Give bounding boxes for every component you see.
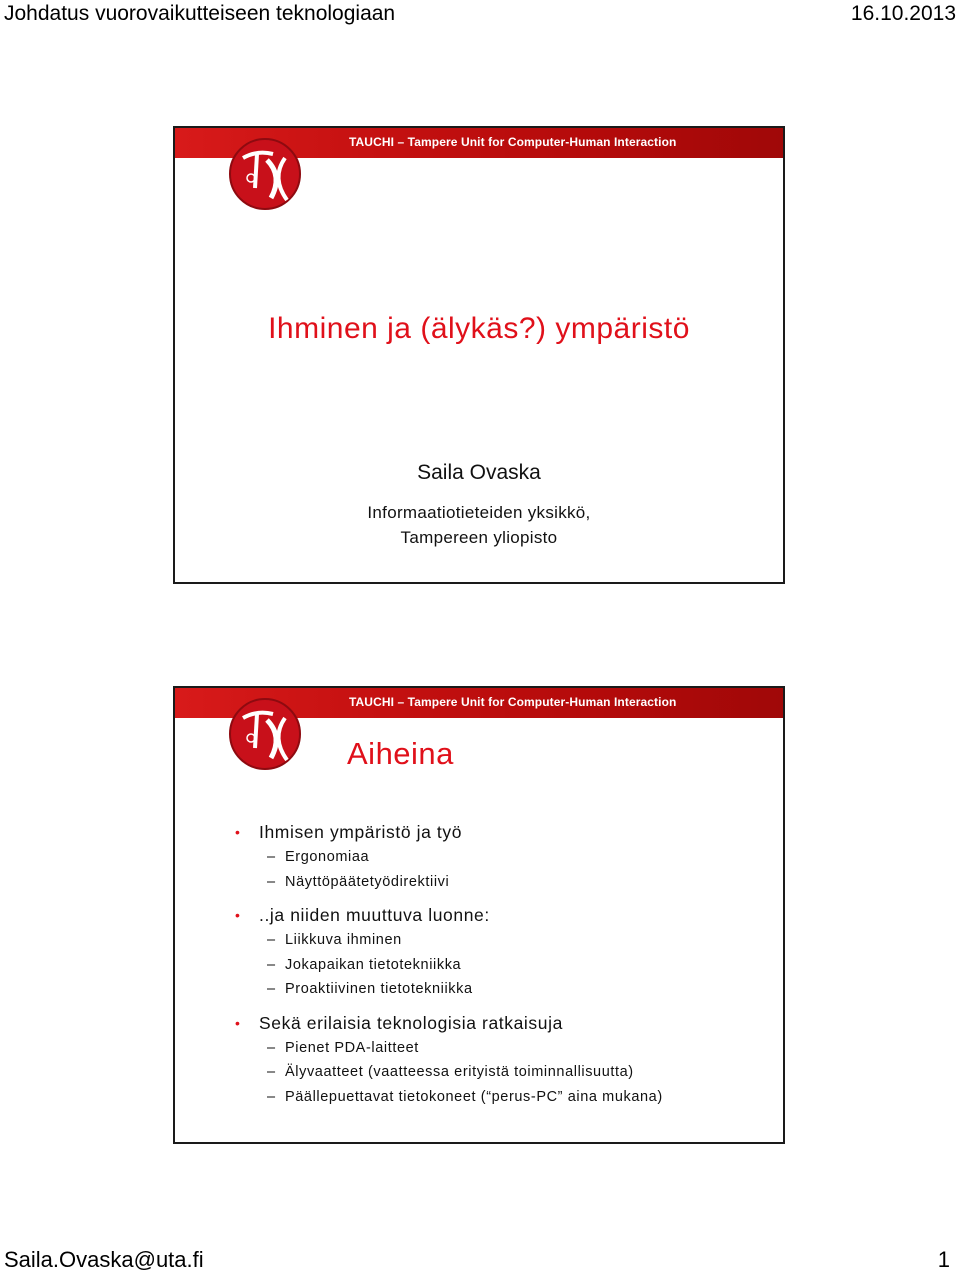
dash-icon: –: [267, 849, 276, 865]
dash-icon: –: [267, 1039, 276, 1056]
slide-title: Ihminen ja (älykäs?) ympäristö: [268, 312, 690, 345]
bullet-text: Sekä erilaisia teknologisia ratkaisuja: [259, 1012, 563, 1033]
page-number: 1: [937, 1247, 950, 1272]
bullet-text: Ihmisen ympäristö ja työ: [259, 822, 463, 842]
sub-item: [233, 928, 773, 953]
slide-2: [173, 686, 785, 1144]
bullet-item: [233, 820, 773, 845]
sub-item: [233, 953, 773, 978]
bullet-icon: •: [235, 1014, 241, 1031]
bullet-icon: •: [235, 824, 241, 840]
tauchi-logo-icon: [227, 696, 303, 772]
bullet-group: [233, 1011, 773, 1110]
dash-icon: –: [267, 1088, 276, 1105]
sub-item: [233, 1036, 773, 1061]
sub-item-text: Ergonomiaa: [285, 849, 370, 865]
affiliation-line-2: Tampereen yliopisto: [400, 528, 558, 547]
sub-item: [233, 1060, 773, 1085]
bullet-group: [233, 820, 773, 894]
sub-item-text: Päällepuettavat tietokoneet (“perus-PC” aina mukana): [285, 1088, 663, 1105]
sub-item-text: Älyvaatteet (vaatteessa erityistä toiminnallisuutta): [285, 1064, 634, 1080]
sub-item-text: Näyttöpäätetyödirektiivi: [285, 873, 450, 890]
dash-icon: –: [267, 1064, 276, 1080]
bullet-icon: •: [235, 907, 241, 923]
bullet-text: ..ja niiden muuttuva luonne:: [259, 905, 490, 925]
dash-icon: –: [267, 981, 276, 997]
page-header: [4, 0, 956, 28]
tauchi-logo-icon: [227, 136, 303, 212]
affiliation: [175, 500, 783, 550]
affiliation-line-1: Informaatiotieteiden yksikkö,: [367, 503, 591, 522]
slide-title: Aiheina: [347, 736, 454, 771]
sub-item: [233, 845, 773, 870]
bullet-group: [233, 903, 773, 1002]
page-footer: [4, 1245, 956, 1275]
author-email: Saila.Ovaska@uta.fi: [4, 1247, 204, 1272]
sub-item: [233, 1085, 773, 1110]
dash-icon: –: [267, 932, 276, 948]
sub-item: [233, 870, 773, 895]
header-date: 16.10.2013: [850, 2, 956, 25]
dash-icon: –: [267, 956, 276, 973]
author-name: Saila Ovaska: [417, 461, 541, 484]
bullet-item: [233, 903, 773, 928]
banner-text: TAUCHI – Tampere Unit for Computer-Human Interaction: [349, 695, 677, 709]
sub-item-text: Pienet PDA-laitteet: [285, 1039, 419, 1056]
banner-text: TAUCHI – Tampere Unit for Computer-Human Interaction: [349, 135, 677, 149]
sub-item-text: Proaktiivinen tietotekniikka: [285, 981, 473, 997]
bullet-list: [233, 820, 773, 1118]
sub-item-text: Liikkuva ihminen: [285, 932, 402, 948]
slide-1: [173, 126, 785, 584]
dash-icon: –: [267, 873, 276, 890]
sub-item: [233, 977, 773, 1002]
bullet-item: [233, 1011, 773, 1036]
sub-item-text: Jokapaikan tietotekniikka: [285, 956, 462, 973]
course-title: Johdatus vuorovaikutteiseen teknologiaan: [4, 2, 396, 25]
